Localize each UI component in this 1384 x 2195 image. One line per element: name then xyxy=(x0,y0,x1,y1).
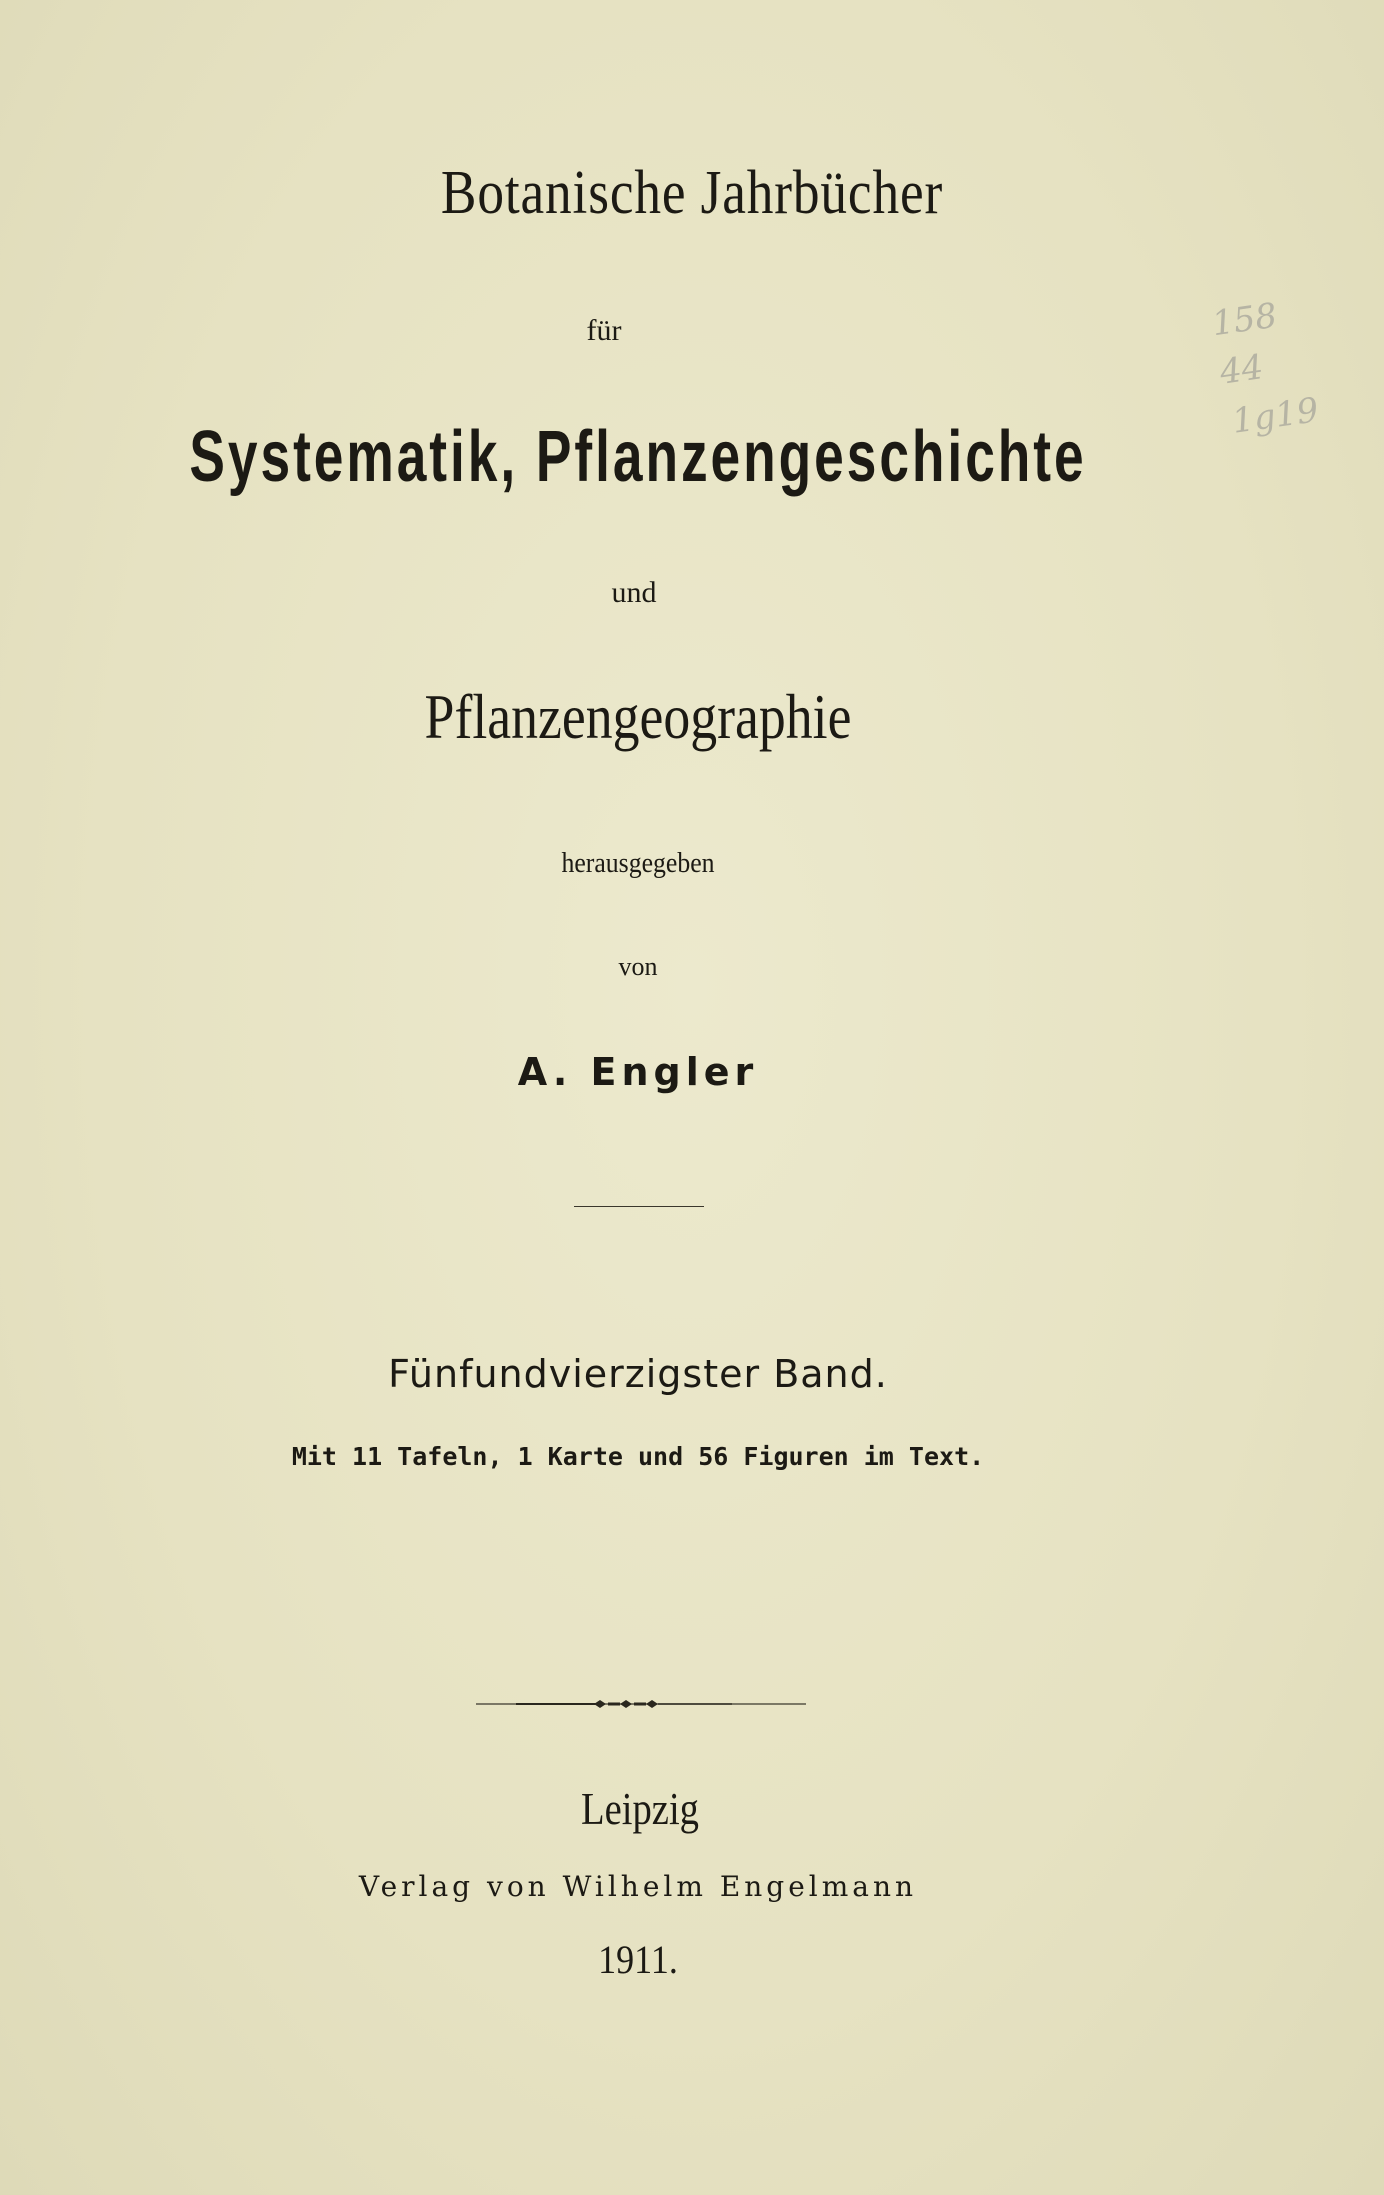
subject-title-1: Systematik, Pflanzengeschichte xyxy=(189,417,1087,497)
plates-note: Mit 11 Tafeln, 1 Karte und 56 Figuren im Text. xyxy=(291,1442,985,1471)
conjunction-fuer: für xyxy=(586,314,622,347)
shelfmark-line-2: 44 xyxy=(1217,347,1266,393)
ornamental-rule xyxy=(476,1692,806,1716)
author-name: A. Engler xyxy=(517,1050,759,1094)
journal-title: Botanische Jahrbücher xyxy=(440,159,944,227)
conjunction-und: und xyxy=(611,576,657,609)
divider-rule xyxy=(574,1206,704,1207)
place-of-publication: Leipzig xyxy=(580,1783,700,1834)
publication-year: 1911. xyxy=(598,1937,678,1982)
volume-label: Fünfundvierzigster Band. xyxy=(388,1352,888,1396)
shelfmark-line-3: 1g19 xyxy=(1229,390,1322,442)
edited-label: herausgegeben xyxy=(561,848,715,879)
by-label: von xyxy=(618,952,658,981)
subject-title-2: Pflanzengeographie xyxy=(424,681,852,752)
publisher: Verlag von Wilhelm Engelmann xyxy=(358,1870,918,1903)
shelfmark-line-1: 158 xyxy=(1209,295,1280,345)
